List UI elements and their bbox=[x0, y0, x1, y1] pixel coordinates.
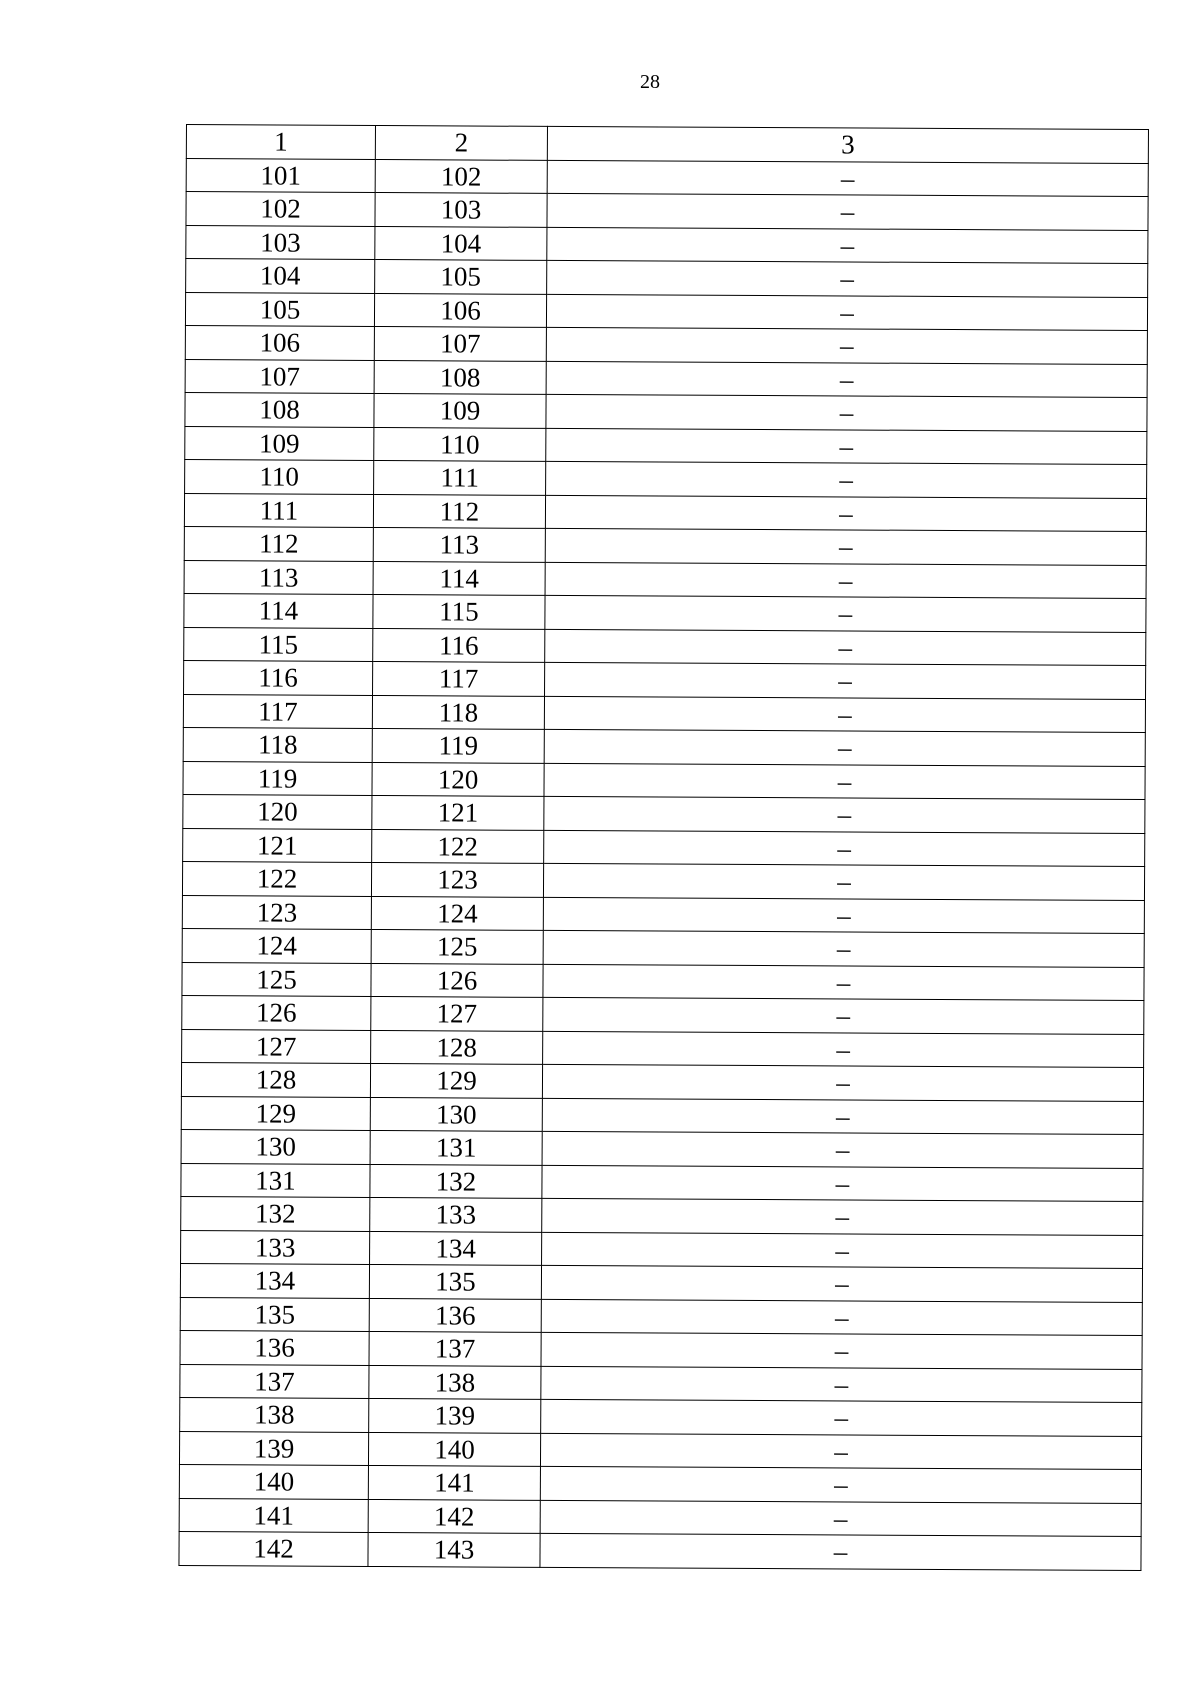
table-cell-col3: – bbox=[546, 394, 1147, 431]
table-cell-col3: – bbox=[543, 863, 1144, 900]
table-cell-col1: 130 bbox=[181, 1129, 370, 1163]
table-row bbox=[186, 259, 1148, 298]
table-row bbox=[179, 1498, 1141, 1537]
table-cell-col3: – bbox=[544, 796, 1145, 833]
column-header-1: 1 bbox=[186, 125, 375, 159]
table-cell-col3: – bbox=[540, 1433, 1141, 1470]
table-cell-col1: 138 bbox=[180, 1397, 369, 1431]
table-cell-col1: 132 bbox=[181, 1196, 370, 1230]
table-row bbox=[181, 1196, 1143, 1235]
table-cell-col1: 123 bbox=[182, 895, 371, 929]
table-cell-col2: 130 bbox=[370, 1097, 542, 1131]
table-cell-col3: – bbox=[540, 1533, 1141, 1570]
table-cell-col3: – bbox=[546, 428, 1147, 465]
table-row bbox=[183, 794, 1145, 833]
table-cell-col2: 109 bbox=[374, 393, 546, 427]
table-cell-col3: – bbox=[543, 997, 1144, 1034]
table-cell-col1: 115 bbox=[184, 627, 373, 661]
table-row bbox=[185, 459, 1147, 498]
table-cell-col1: 104 bbox=[186, 259, 375, 293]
table-cell-col3: – bbox=[543, 1031, 1144, 1068]
table-cell-col2: 120 bbox=[372, 762, 544, 796]
table-cell-col2: 108 bbox=[374, 360, 546, 394]
table-cell-col3: – bbox=[545, 662, 1146, 699]
table-row bbox=[182, 928, 1144, 967]
table-row bbox=[183, 727, 1145, 766]
table-cell-col3: – bbox=[542, 1131, 1143, 1168]
table-row bbox=[186, 225, 1148, 264]
table-row bbox=[182, 895, 1144, 934]
table-cell-col1: 120 bbox=[183, 794, 372, 828]
table-cell-col3: – bbox=[545, 528, 1146, 565]
column-header-3: 3 bbox=[547, 126, 1148, 163]
table-cell-col1: 113 bbox=[184, 560, 373, 594]
table-cell-col3: – bbox=[541, 1332, 1142, 1369]
table-cell-col2: 106 bbox=[374, 293, 546, 327]
table-cell-col1: 103 bbox=[186, 225, 375, 259]
table-cell-col2: 111 bbox=[374, 460, 546, 494]
table-cell-col2: 129 bbox=[370, 1063, 542, 1097]
table-cell-col3: – bbox=[541, 1299, 1142, 1336]
table-cell-col3: – bbox=[544, 763, 1145, 800]
table-cell-col1: 131 bbox=[181, 1163, 370, 1197]
table-cell-col3: – bbox=[547, 160, 1148, 197]
table-row bbox=[185, 292, 1147, 331]
table-cell-col3: – bbox=[542, 1198, 1143, 1235]
table-cell-col3: – bbox=[541, 1265, 1142, 1302]
table-cell-col2: 114 bbox=[373, 561, 545, 595]
table-cell-col2: 113 bbox=[373, 527, 545, 561]
table-row bbox=[183, 694, 1145, 733]
table-cell-col2: 131 bbox=[370, 1130, 542, 1164]
table-cell-col2: 143 bbox=[368, 1532, 540, 1566]
table-header-row bbox=[186, 125, 1148, 164]
table-row bbox=[184, 493, 1146, 532]
table-row bbox=[182, 995, 1144, 1034]
table-row bbox=[180, 1263, 1142, 1302]
table-cell-col3: – bbox=[545, 629, 1146, 666]
table-cell-col2: 123 bbox=[371, 862, 543, 896]
table-cell-col1: 139 bbox=[179, 1431, 368, 1465]
table-cell-col2: 140 bbox=[368, 1432, 540, 1466]
table-row bbox=[184, 660, 1146, 699]
table-cell-col3: – bbox=[546, 327, 1147, 364]
table-cell-col2: 107 bbox=[374, 326, 546, 360]
table-cell-col1: 133 bbox=[181, 1230, 370, 1264]
table-row bbox=[186, 192, 1148, 231]
table-cell-col1: 134 bbox=[180, 1263, 369, 1297]
table-cell-col2: 134 bbox=[370, 1231, 542, 1265]
table-cell-col2: 104 bbox=[375, 226, 547, 260]
table-row bbox=[180, 1397, 1142, 1436]
table-cell-col2: 102 bbox=[375, 159, 547, 193]
table-row bbox=[179, 1464, 1141, 1503]
table-cell-col1: 124 bbox=[182, 928, 371, 962]
table-cell-col3: – bbox=[546, 294, 1147, 331]
table-row bbox=[184, 560, 1146, 599]
table-cell-col2: 139 bbox=[369, 1398, 541, 1432]
table-cell-col2: 133 bbox=[370, 1197, 542, 1231]
table-row bbox=[180, 1364, 1142, 1403]
table-row bbox=[185, 392, 1147, 431]
table-row bbox=[185, 426, 1147, 465]
table-cell-col3: – bbox=[547, 193, 1148, 230]
table-cell-col1: 117 bbox=[183, 694, 372, 728]
table-cell-col1: 135 bbox=[180, 1297, 369, 1331]
table-cell-col2: 124 bbox=[371, 896, 543, 930]
table-row bbox=[180, 1330, 1142, 1369]
table-cell-col3: – bbox=[544, 729, 1145, 766]
table-cell-col1: 110 bbox=[185, 459, 374, 493]
table-row bbox=[182, 1029, 1144, 1068]
table-cell-col1: 105 bbox=[185, 292, 374, 326]
table-cell-col3: – bbox=[545, 495, 1146, 532]
table-cell-col3: – bbox=[546, 461, 1147, 498]
table-cell-col2: 105 bbox=[375, 259, 547, 293]
table-row bbox=[183, 828, 1145, 867]
table-row bbox=[181, 1096, 1143, 1135]
table-cell-col1: 106 bbox=[185, 325, 374, 359]
table-cell-col2: 138 bbox=[369, 1365, 541, 1399]
table-cell-col2: 135 bbox=[369, 1264, 541, 1298]
table-cell-col2: 132 bbox=[370, 1164, 542, 1198]
table-cell-col1: 137 bbox=[180, 1364, 369, 1398]
table-cell-col2: 115 bbox=[373, 594, 545, 628]
table-cell-col2: 141 bbox=[368, 1465, 540, 1499]
table-row bbox=[182, 962, 1144, 1001]
table-cell-col3: – bbox=[543, 964, 1144, 1001]
table-cell-col3: – bbox=[544, 830, 1145, 867]
table-cell-col1: 122 bbox=[182, 861, 371, 895]
table-cell-col3: – bbox=[543, 897, 1144, 934]
table-cell-col3: – bbox=[541, 1366, 1142, 1403]
table-cell-col2: 127 bbox=[371, 996, 543, 1030]
table-cell-col1: 107 bbox=[185, 359, 374, 393]
table-cell-col3: – bbox=[547, 260, 1148, 297]
table-row bbox=[180, 1297, 1142, 1336]
table-row bbox=[185, 325, 1147, 364]
table-cell-col1: 101 bbox=[186, 158, 375, 192]
table-row bbox=[184, 627, 1146, 666]
table-cell-col1: 108 bbox=[185, 392, 374, 426]
table-cell-col2: 125 bbox=[371, 929, 543, 963]
data-table bbox=[178, 124, 1149, 1571]
table-cell-col1: 102 bbox=[186, 192, 375, 226]
table-cell-col3: – bbox=[542, 1064, 1143, 1101]
table-cell-col1: 128 bbox=[181, 1062, 370, 1096]
table-cell-col1: 127 bbox=[182, 1029, 371, 1063]
table-body bbox=[179, 158, 1148, 1570]
table-cell-col1: 126 bbox=[182, 995, 371, 1029]
table-row bbox=[185, 359, 1147, 398]
table-cell-col3: – bbox=[545, 595, 1146, 632]
table-cell-col3: – bbox=[542, 1098, 1143, 1135]
table-cell-col2: 118 bbox=[372, 695, 544, 729]
table-cell-col1: 140 bbox=[179, 1464, 368, 1498]
table-cell-col2: 137 bbox=[369, 1331, 541, 1365]
table-cell-col2: 119 bbox=[372, 728, 544, 762]
table-row bbox=[181, 1163, 1143, 1202]
table-cell-col1: 125 bbox=[182, 962, 371, 996]
table-cell-col1: 118 bbox=[183, 727, 372, 761]
table-cell-col1: 114 bbox=[184, 593, 373, 627]
table-row bbox=[181, 1062, 1143, 1101]
table-cell-col1: 142 bbox=[179, 1531, 368, 1565]
table-cell-col2: 122 bbox=[372, 829, 544, 863]
table-cell-col1: 112 bbox=[184, 526, 373, 560]
table-row bbox=[184, 593, 1146, 632]
table-cell-col2: 121 bbox=[372, 795, 544, 829]
table-row bbox=[179, 1531, 1141, 1570]
table-row bbox=[181, 1129, 1143, 1168]
table-cell-col3: – bbox=[543, 930, 1144, 967]
table-cell-col2: 117 bbox=[373, 661, 545, 695]
table-cell-col1: 116 bbox=[184, 660, 373, 694]
page-number: 28 bbox=[640, 71, 660, 93]
table-cell-col3: – bbox=[540, 1466, 1141, 1503]
table-row bbox=[184, 526, 1146, 565]
table-cell-col1: 129 bbox=[181, 1096, 370, 1130]
table-cell-col2: 116 bbox=[373, 628, 545, 662]
table-cell-col3: – bbox=[542, 1232, 1143, 1269]
table-cell-col3: – bbox=[546, 361, 1147, 398]
table-row bbox=[183, 761, 1145, 800]
table-cell-col3: – bbox=[540, 1500, 1141, 1537]
table-cell-col2: 142 bbox=[368, 1499, 540, 1533]
table-row bbox=[186, 158, 1148, 197]
table-cell-col2: 110 bbox=[374, 427, 546, 461]
table-cell-col3: – bbox=[547, 227, 1148, 264]
table-cell-col2: 128 bbox=[371, 1030, 543, 1064]
table-cell-col2: 112 bbox=[373, 494, 545, 528]
table-cell-col3: – bbox=[545, 562, 1146, 599]
table-cell-col3: – bbox=[542, 1165, 1143, 1202]
table-cell-col1: 111 bbox=[184, 493, 373, 527]
column-header-2: 2 bbox=[375, 125, 547, 159]
table-row bbox=[182, 861, 1144, 900]
table-cell-col2: 136 bbox=[369, 1298, 541, 1332]
table-cell-col2: 126 bbox=[371, 963, 543, 997]
table-cell-col2: 103 bbox=[375, 192, 547, 226]
table-cell-col1: 141 bbox=[179, 1498, 368, 1532]
table-cell-col1: 109 bbox=[185, 426, 374, 460]
table-row bbox=[179, 1431, 1141, 1470]
table-cell-col3: – bbox=[541, 1399, 1142, 1436]
table-cell-col1: 119 bbox=[183, 761, 372, 795]
table-row bbox=[181, 1230, 1143, 1269]
table-cell-col3: – bbox=[544, 696, 1145, 733]
table-cell-col1: 121 bbox=[183, 828, 372, 862]
table-cell-col1: 136 bbox=[180, 1330, 369, 1364]
